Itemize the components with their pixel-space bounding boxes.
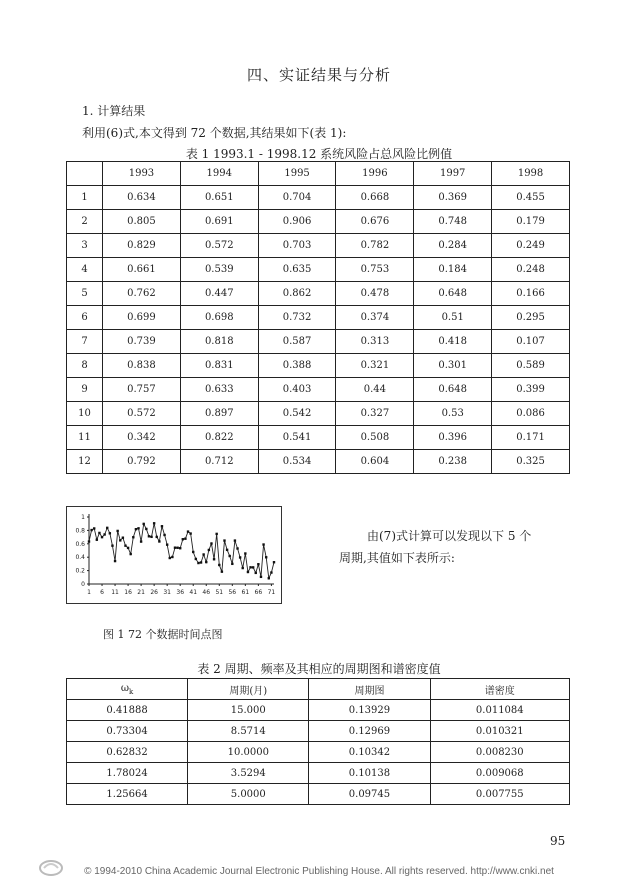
table-cell: 0.62832: [67, 742, 188, 763]
table-cell: 0.455: [492, 186, 570, 210]
x-tick-label: 21: [137, 589, 145, 596]
data-point: [88, 540, 90, 542]
data-point: [189, 532, 191, 534]
table-cell: 0.732: [258, 306, 336, 330]
data-point: [176, 547, 178, 549]
table-cell: 0.10342: [309, 742, 430, 763]
table-cell: 0.313: [336, 330, 414, 354]
table-cell: 0.792: [103, 450, 181, 474]
table-cell: 0.321: [336, 354, 414, 378]
data-point: [116, 530, 118, 532]
data-point: [171, 556, 173, 558]
table-cell: 8: [67, 354, 103, 378]
table-header-row: [67, 162, 570, 186]
data-point: [145, 528, 147, 530]
table-cell: 0.838: [103, 354, 181, 378]
table-cell: 0.010321: [430, 721, 569, 742]
table-row: [67, 742, 570, 763]
table-cell: 0.73304: [67, 721, 188, 742]
table-cell: 0.757: [103, 378, 181, 402]
header-cell: $\omega_k$: [67, 679, 188, 700]
table-cell: 0.862: [258, 282, 336, 306]
y-tick-label: 0.6: [75, 540, 85, 548]
data-point: [150, 536, 152, 538]
data-point: [221, 570, 223, 572]
table-cell: 10: [67, 402, 103, 426]
header-cell: 1998: [492, 162, 570, 186]
table-cell: 0.748: [414, 210, 492, 234]
data-point: [210, 542, 212, 544]
table1: [66, 161, 570, 474]
header-cell: 1993: [103, 162, 181, 186]
data-point: [169, 557, 171, 559]
table-cell: 0.327: [336, 402, 414, 426]
table-cell: 0.374: [336, 306, 414, 330]
table-cell: 12: [67, 450, 103, 474]
table-row: [67, 330, 570, 354]
data-point: [262, 543, 264, 545]
table-cell: 15.000: [188, 700, 309, 721]
x-tick-label: 51: [215, 589, 224, 596]
table-cell: 0.541: [258, 426, 336, 450]
data-point: [93, 527, 95, 529]
table-cell: 0.179: [492, 210, 570, 234]
table-cell: 0.184: [414, 258, 492, 282]
table-row: [67, 354, 570, 378]
table-cell: 0.668: [336, 186, 414, 210]
data-point: [273, 561, 275, 563]
table-cell: 5: [67, 282, 103, 306]
data-point: [239, 556, 241, 558]
table-cell: 0.829: [103, 234, 181, 258]
table-cell: 0.008230: [430, 742, 569, 763]
x-tick-label: 46: [202, 589, 211, 596]
table-cell: 0.818: [180, 330, 258, 354]
x-tick-label: 6: [100, 589, 104, 596]
y-tick-label: 0.8: [75, 527, 85, 535]
table-cell: 6: [67, 306, 103, 330]
table-cell: 0.171: [492, 426, 570, 450]
data-point: [223, 539, 225, 541]
table-cell: 5.0000: [188, 784, 309, 805]
data-point: [247, 571, 249, 573]
data-point: [234, 539, 236, 541]
x-tick-label: 71: [267, 589, 276, 596]
table-cell: 0.604: [336, 450, 414, 474]
data-point: [218, 564, 220, 566]
data-point: [192, 551, 194, 553]
table-cell: 0.284: [414, 234, 492, 258]
table-cell: 0.648: [414, 378, 492, 402]
table-cell: 0.13929: [309, 700, 430, 721]
table-cell: 0.403: [258, 378, 336, 402]
subsection-heading: 1. 计算结果: [82, 104, 146, 118]
data-point: [205, 561, 207, 563]
header-cell: 周期(月): [188, 679, 309, 700]
table-cell: 7: [67, 330, 103, 354]
table-row: [67, 763, 570, 784]
table-cell: 4: [67, 258, 103, 282]
data-point: [132, 536, 134, 538]
table-cell: 0.53: [414, 402, 492, 426]
header-cell: [67, 162, 103, 186]
data-point: [101, 536, 103, 538]
table-cell: 0.572: [180, 234, 258, 258]
data-point: [229, 555, 231, 557]
table-cell: 0.238: [414, 450, 492, 474]
data-point: [140, 540, 142, 542]
table-cell: 2: [67, 210, 103, 234]
table-cell: 3: [67, 234, 103, 258]
table-cell: 0.897: [180, 402, 258, 426]
table-cell: 0.762: [103, 282, 181, 306]
table-row: [67, 784, 570, 805]
data-point: [260, 576, 262, 578]
chart-svg: [67, 507, 281, 603]
data-point: [114, 560, 116, 562]
data-point: [124, 544, 126, 546]
table-row: [67, 402, 570, 426]
table-row: [67, 258, 570, 282]
data-point: [265, 556, 267, 558]
data-point: [179, 547, 181, 549]
section-title: 四、实证结果与分析: [246, 66, 391, 84]
x-tick-label: 16: [124, 589, 132, 596]
table-row: [67, 210, 570, 234]
header-cell: 周期图: [309, 679, 430, 700]
data-point: [161, 525, 163, 527]
data-point: [156, 536, 158, 538]
data-point: [137, 527, 139, 529]
table-cell: 0.572: [103, 402, 181, 426]
table-cell: 8.5714: [188, 721, 309, 742]
table-cell: 0.51: [414, 306, 492, 330]
table-cell: 0.822: [180, 426, 258, 450]
data-point: [202, 553, 204, 555]
data-point: [166, 543, 168, 545]
table1-caption: 表 1 1993.1 - 1998.12 系统风险占总风险比例值: [185, 147, 453, 161]
data-point: [119, 539, 121, 541]
table-cell: 0.369: [414, 186, 492, 210]
data-point: [127, 547, 129, 549]
table-row: [67, 426, 570, 450]
table-row: [67, 186, 570, 210]
table-cell: 0.831: [180, 354, 258, 378]
data-point: [268, 577, 270, 579]
table-cell: 0.09745: [309, 784, 430, 805]
data-point: [215, 533, 217, 535]
table-cell: 0.007755: [430, 784, 569, 805]
data-point: [143, 523, 145, 525]
table-row: [67, 700, 570, 721]
table-cell: 0.704: [258, 186, 336, 210]
table-row: [67, 234, 570, 258]
table-cell: 0.703: [258, 234, 336, 258]
data-point: [270, 571, 272, 573]
data-point: [184, 538, 186, 540]
x-tick-label: 31: [163, 589, 171, 596]
side-text-line2: 周期,其值如下表所示:: [339, 551, 455, 565]
table-cell: 1.25664: [67, 784, 188, 805]
table-cell: 0.805: [103, 210, 181, 234]
data-point: [213, 558, 215, 560]
table-row: [67, 450, 570, 474]
table-row: [67, 282, 570, 306]
table-cell: 0.587: [258, 330, 336, 354]
table-cell: 0.478: [336, 282, 414, 306]
data-point: [257, 563, 259, 565]
data-point: [174, 546, 176, 548]
x-tick-label: 11: [111, 589, 119, 596]
header-cell: 1995: [258, 162, 336, 186]
table-cell: 0.753: [336, 258, 414, 282]
x-tick-label: 56: [228, 589, 237, 596]
data-point: [103, 533, 105, 535]
table-row: [67, 306, 570, 330]
data-point: [122, 537, 124, 539]
header-cell: 1997: [414, 162, 492, 186]
y-tick-label: 0.2: [75, 567, 85, 575]
table-cell: 0.534: [258, 450, 336, 474]
table-cell: 0.635: [258, 258, 336, 282]
table-cell: 0.166: [492, 282, 570, 306]
figure-caption: 图 1 72 个数据时间点图: [103, 628, 223, 641]
table-cell: 0.107: [492, 330, 570, 354]
data-point: [200, 561, 202, 563]
table-cell: 0.676: [336, 210, 414, 234]
table-cell: 0.12969: [309, 721, 430, 742]
table-cell: 0.661: [103, 258, 181, 282]
data-point: [96, 539, 98, 541]
x-tick-label: 26: [150, 589, 158, 596]
table-cell: 0.651: [180, 186, 258, 210]
data-point: [236, 547, 238, 549]
data-point: [98, 532, 100, 534]
data-point: [129, 553, 131, 555]
data-point: [163, 534, 165, 536]
intro-paragraph: 利用(6)式,本文得到 72 个数据,其结果如下(表 1):: [82, 126, 347, 140]
table-row: [67, 721, 570, 742]
y-tick-label: 0: [81, 581, 85, 588]
table2-caption: 表 2 周期、频率及其相应的周期图和谱密度值: [197, 662, 441, 676]
data-point: [255, 572, 257, 574]
data-point: [148, 535, 150, 537]
y-tick-label: 0.4: [75, 554, 85, 562]
table-cell: 0.10138: [309, 763, 430, 784]
data-point: [197, 562, 199, 564]
page-number: 95: [550, 834, 566, 848]
table-cell: 0.388: [258, 354, 336, 378]
data-point: [182, 538, 184, 540]
data-point: [252, 566, 254, 568]
table-cell: 0.418: [414, 330, 492, 354]
table-cell: 0.589: [492, 354, 570, 378]
table-cell: 0.739: [103, 330, 181, 354]
data-point: [242, 567, 244, 569]
data-point: [231, 563, 233, 565]
data-point: [208, 549, 210, 551]
data-point: [187, 530, 189, 532]
table-cell: 0.542: [258, 402, 336, 426]
table-cell: 0.712: [180, 450, 258, 474]
y-tick-label: 1: [81, 514, 85, 521]
table-cell: 0.539: [180, 258, 258, 282]
table-cell: 10.0000: [188, 742, 309, 763]
x-tick-label: 66: [254, 589, 263, 596]
table-cell: 0.698: [180, 306, 258, 330]
data-point: [244, 552, 246, 554]
table-cell: 0.41888: [67, 700, 188, 721]
data-point: [135, 528, 137, 530]
data-point: [249, 566, 251, 568]
table-cell: 0.699: [103, 306, 181, 330]
table-cell: 0.011084: [430, 700, 569, 721]
table-cell: 0.295: [492, 306, 570, 330]
table-cell: 0.342: [103, 426, 181, 450]
table-cell: 1.78024: [67, 763, 188, 784]
table-row: [67, 378, 570, 402]
table-cell: 0.634: [103, 186, 181, 210]
table-cell: 0.648: [414, 282, 492, 306]
x-tick-label: 61: [241, 589, 250, 596]
header-cell: 1996: [336, 162, 414, 186]
data-point: [90, 529, 92, 531]
table-cell: 11: [67, 426, 103, 450]
table-cell: 3.5294: [188, 763, 309, 784]
table-header-row: [67, 679, 570, 700]
header-cell: 1994: [180, 162, 258, 186]
table-cell: 0.691: [180, 210, 258, 234]
table-cell: 9: [67, 378, 103, 402]
table-cell: 0.396: [414, 426, 492, 450]
table-cell: 0.633: [180, 378, 258, 402]
table-cell: 0.301: [414, 354, 492, 378]
table-cell: 0.325: [492, 450, 570, 474]
x-tick-label: 36: [176, 589, 185, 596]
table-cell: 0.086: [492, 402, 570, 426]
table-cell: 0.249: [492, 234, 570, 258]
data-point: [111, 544, 113, 546]
table-cell: 0.009068: [430, 763, 569, 784]
data-point: [226, 549, 228, 551]
data-point: [106, 527, 108, 529]
table-cell: 1: [67, 186, 103, 210]
data-point: [195, 558, 197, 560]
data-point: [158, 540, 160, 542]
table-cell: 0.248: [492, 258, 570, 282]
data-point: [109, 532, 111, 534]
table-cell: 0.447: [180, 282, 258, 306]
time-series-figure: [66, 506, 282, 604]
table-cell: 0.906: [258, 210, 336, 234]
x-tick-label: 1: [87, 589, 91, 596]
copyright-footer: © 1994-2010 China Academic Journal Electronic Publishing House. All rights reserved. http://www.cnki.net: [84, 866, 554, 877]
side-text-line1: 由(7)式计算可以发现以下 5 个: [367, 529, 532, 543]
table-cell: 0.44: [336, 378, 414, 402]
x-tick-label: 41: [189, 589, 198, 596]
data-point: [153, 522, 155, 524]
table-cell: 0.782: [336, 234, 414, 258]
table-cell: 0.399: [492, 378, 570, 402]
header-cell: 谱密度: [430, 679, 569, 700]
table2: [66, 678, 570, 805]
table-cell: 0.508: [336, 426, 414, 450]
